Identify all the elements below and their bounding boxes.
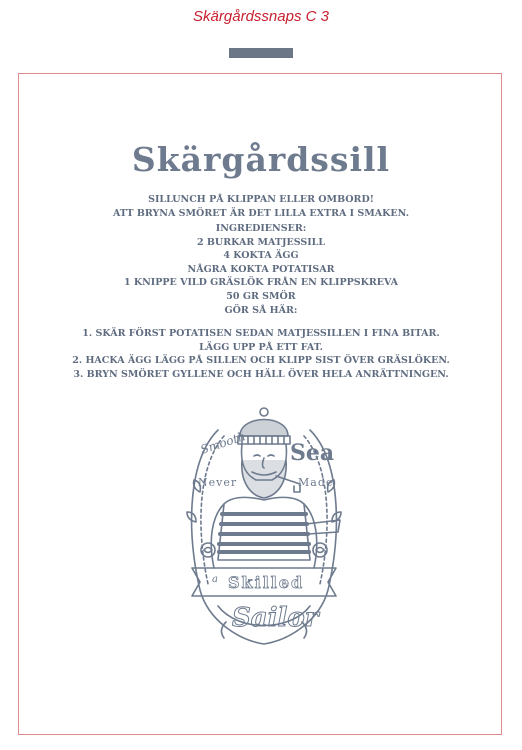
method-heading bbox=[0, 304, 522, 318]
intro-line: SILLUNCH PÅ KLIPPAN ELLER OMBORD! bbox=[148, 194, 374, 205]
hanger-tab bbox=[229, 48, 293, 58]
sailor-illustration bbox=[178, 400, 350, 652]
ingredient-item: 2 BURKAR MATJESSILL bbox=[196, 236, 326, 248]
illustration-word: a bbox=[212, 574, 218, 585]
method-step: 3. BRYN SMÖRET GYLLENE OCH HÄLL ÖVER HELA ANRÄTTNINGEN. bbox=[73, 368, 449, 380]
illustration-word: Made bbox=[298, 476, 334, 489]
illustration-word: Sailor bbox=[232, 603, 319, 633]
illustration-word: Skilled bbox=[228, 573, 305, 592]
method-step: LÄGG UPP PÅ ETT FAT. bbox=[199, 341, 323, 353]
method-heading-text: GÖR SÅ HÄR: bbox=[224, 305, 298, 316]
ingredient-item: 50 GR SMÖR bbox=[226, 290, 296, 302]
ingredient-item: 4 KOKTA ÄGG bbox=[223, 250, 299, 261]
illustration-word: Smooth bbox=[198, 429, 248, 457]
illustration-word: Never bbox=[198, 476, 238, 489]
ingredient-item: NÅGRA KOKTA POTATISAR bbox=[187, 263, 335, 275]
ingredients-section bbox=[0, 222, 522, 303]
recipe-intro bbox=[0, 193, 522, 220]
illustration-word: Sea bbox=[290, 440, 335, 466]
ingredients-heading: INGREDIENSER: bbox=[215, 223, 307, 234]
header-label: Skärgårdssnaps C 3 bbox=[193, 8, 329, 25]
ingredient-item: 1 KNIPPE VILD GRÄSLÖK FRÅN EN KLIPPSKREVA bbox=[123, 277, 399, 288]
method-steps bbox=[0, 327, 522, 381]
intro-line: ATT BRYNA SMÖRET ÄR DET LILLA EXTRA I SMAKEN. bbox=[112, 207, 410, 219]
method-step: 2. HACKA ÄGG LÄGG PÅ SILLEN OCH KLIPP SIST ÖVER GRÄSLÖKEN. bbox=[72, 355, 450, 366]
method-step: 1. SKÄR FÖRST POTATISEN SEDAN MATJESSILLEN I FINA BITAR. bbox=[82, 328, 440, 339]
recipe-title: Skärgårdssill bbox=[131, 140, 391, 179]
